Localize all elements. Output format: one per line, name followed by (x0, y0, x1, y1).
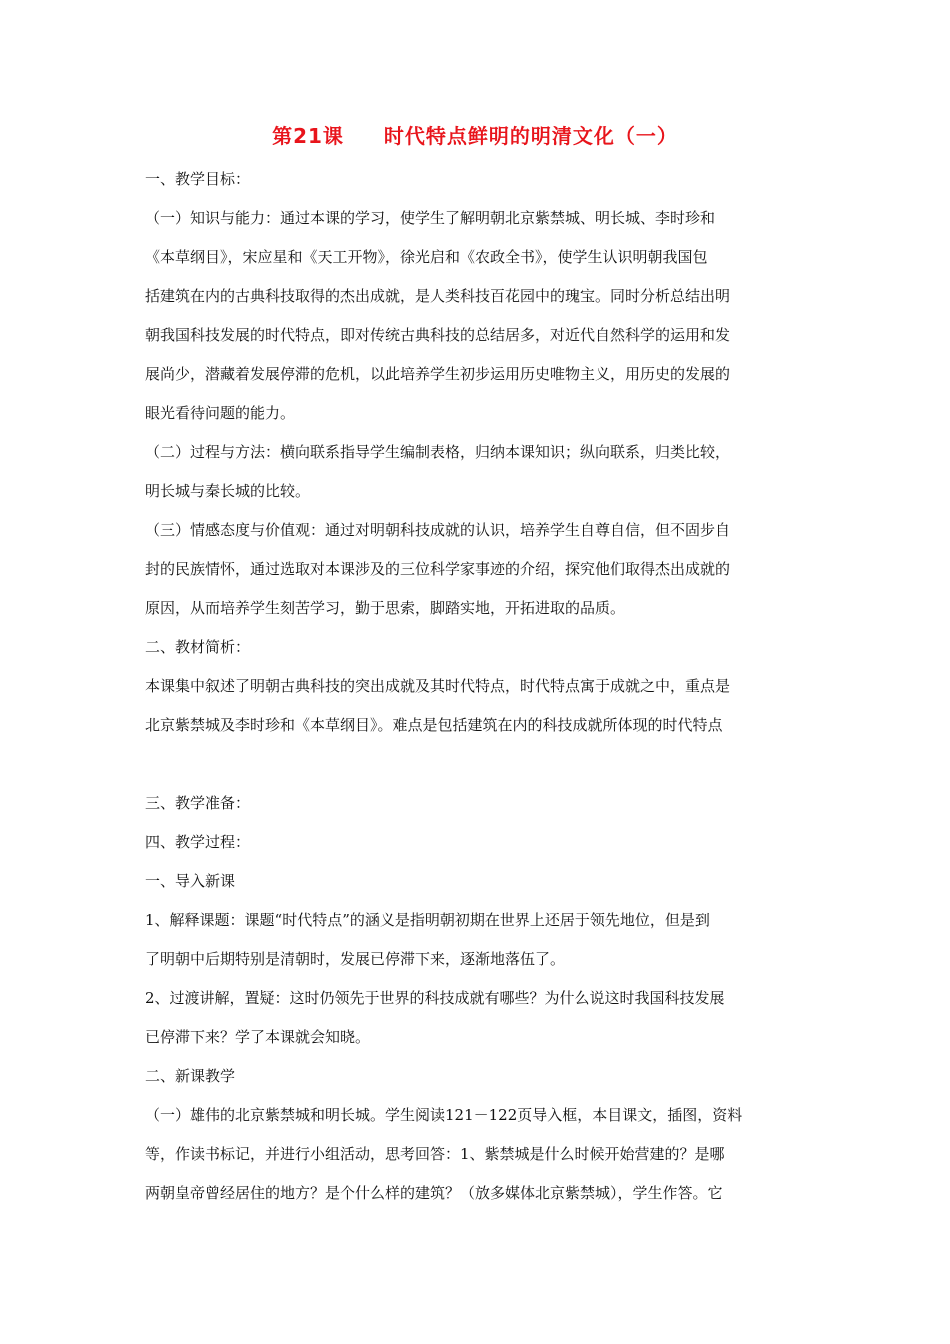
text-line: 2、过渡讲解，置疑：这时仍领先于世界的科技成就有哪些？为什么说这时我国科技发展 (145, 989, 725, 1007)
text-line: 展尚少，潜藏着发展停滞的危机，以此培养学生初步运用历史唯物主义，用历史的发展的 (145, 365, 731, 383)
lesson-number: 第21课 (272, 124, 344, 148)
text-line: 四、教学过程： (145, 833, 251, 851)
text-line: 了明朝中后期特别是清朝时，发展已停滞下来，逐渐地落伍了。 (145, 950, 566, 968)
document-body (145, 160, 810, 1213)
text-line: 《本草纲目》，宋应星和《天工开物》，徐光启和《农政全书》，使学生认识明朝我国包 (145, 248, 708, 266)
text-line: 三、教学准备： (145, 794, 251, 812)
text-line: （一）雄伟的北京紫禁城和明长城。学生阅读121－122页导入框，本目课文，插图，资料 (145, 1106, 743, 1124)
text-line: 朝我国科技发展的时代特点，即对传统古典科技的总结居多，对近代自然科学的运用和发 (145, 326, 731, 344)
text-line: 明长城与秦长城的比较。 (145, 482, 311, 500)
blank-line (145, 745, 810, 784)
text-line: （二）过程与方法：横向联系指导学生编制表格，归纳本课知识；纵向联系，归类比较， (145, 443, 731, 461)
text-line: 等，作读书标记，并进行小组活动，思考回答：1、紫禁城是什么时候开始营建的？是哪 (145, 1145, 725, 1163)
text-line: 1、解释课题：课题“时代特点”的涵义是指明朝初期在世界上还居于领先地位，但是到 (145, 911, 710, 929)
lesson-title (0, 120, 950, 149)
text-line: （三）情感态度与价值观：通过对明朝科技成就的认识，培养学生自尊自信，但不固步自 (145, 521, 731, 539)
text-line: 北京紫禁城及李时珍和《本草纲目》。难点是包括建筑在内的科技成就所体现的时代特点 (145, 716, 723, 734)
text-line: 一、教学目标： (145, 170, 251, 188)
lesson-heading: 时代特点鲜明的明清文化（一） (383, 124, 678, 148)
text-line: 二、教材简析： (145, 638, 251, 656)
text-line: （一）知识与能力：通过本课的学习，使学生了解明朝北京紫禁城、明长城、李时珍和 (145, 209, 716, 227)
text-line: 括建筑在内的古典科技取得的杰出成就，是人类科技百花园中的瑰宝。同时分析总结出明 (145, 287, 731, 305)
text-line: 原因，从而培养学生刻苦学习，勤于思索，脚踏实地，开拓进取的品质。 (145, 599, 626, 617)
text-line: 两朝皇帝曾经居住的地方？是个什么样的建筑？（放多媒体北京紫禁城），学生作答。它 (145, 1184, 723, 1202)
text-line: 眼光看待问题的能力。 (145, 404, 296, 422)
text-line: 一、导入新课 (145, 872, 236, 890)
text-line: 二、新课教学 (145, 1067, 236, 1085)
text-line: 封的民族情怀，通过选取对本课涉及的三位科学家事迹的介绍，探究他们取得杰出成就的 (145, 560, 731, 578)
text-line: 本课集中叙述了明朝古典科技的突出成就及其时代特点，时代特点寓于成就之中，重点是 (145, 677, 731, 695)
text-line: 已停滞下来？学了本课就会知晓。 (145, 1028, 371, 1046)
